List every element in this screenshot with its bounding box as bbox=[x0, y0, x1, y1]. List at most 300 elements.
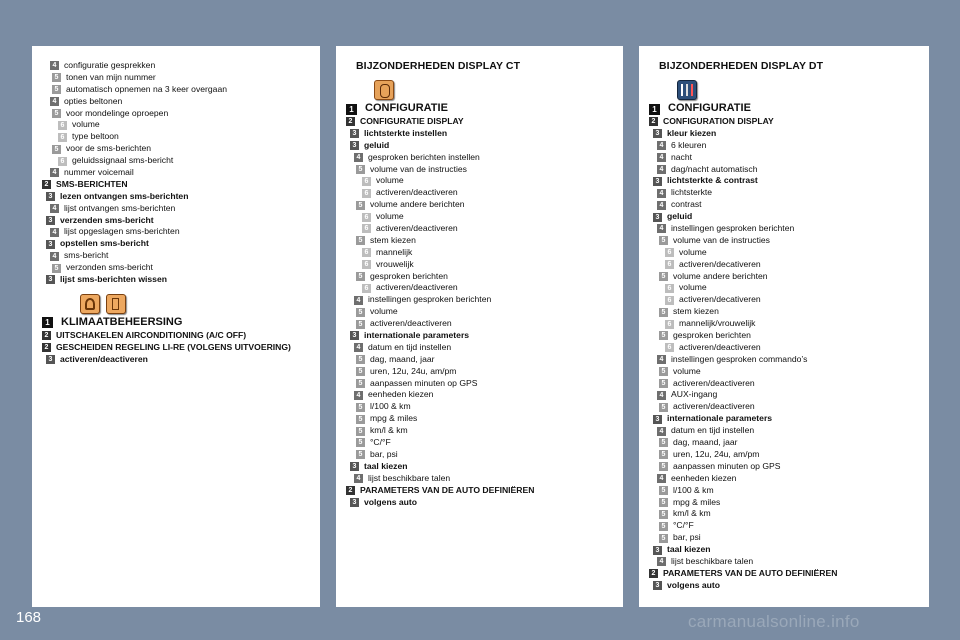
menu-item-level-6 bbox=[346, 187, 617, 199]
menu-item-label: mpg & miles bbox=[673, 496, 721, 507]
level-badge: 4 bbox=[354, 153, 363, 162]
menu-item-level-3 bbox=[346, 461, 617, 473]
menu-item-level-6 bbox=[346, 211, 617, 223]
level-badge: 4 bbox=[657, 201, 666, 210]
level-badge: 4 bbox=[657, 141, 666, 150]
menu-item-level-4 bbox=[42, 226, 314, 238]
menu-item-level-3 bbox=[649, 580, 923, 592]
menu-item-label: eenheden kiezen bbox=[368, 389, 434, 400]
menu-item-label: volume andere berichten bbox=[370, 199, 465, 210]
menu-item-level-3 bbox=[42, 238, 314, 250]
menu-item-label: volgens auto bbox=[667, 579, 721, 590]
level-badge: 5 bbox=[52, 264, 61, 273]
dt-icon-wrap bbox=[677, 80, 923, 100]
level-badge: 3 bbox=[350, 462, 359, 471]
menu-item-label: verzenden sms-bericht bbox=[60, 214, 154, 225]
menu-item-level-3 bbox=[42, 274, 314, 286]
level-badge: 4 bbox=[657, 153, 666, 162]
menu-item-label: datum en tijd instellen bbox=[671, 425, 755, 436]
level-badge: 5 bbox=[356, 320, 365, 329]
level-badge: 6 bbox=[665, 248, 674, 257]
menu-item-label: lichtsterkte & contrast bbox=[667, 175, 758, 186]
menu-item-label: verzonden sms-bericht bbox=[66, 262, 153, 273]
menu-item-label: gesproken berichten bbox=[673, 330, 751, 341]
level-badge: 4 bbox=[657, 557, 666, 566]
menu-item-label: dag/nacht automatisch bbox=[671, 163, 758, 174]
menu-item-label: instellingen gesproken berichten bbox=[671, 223, 795, 234]
menu-item-label: volume bbox=[673, 365, 701, 376]
level-badge: 5 bbox=[356, 450, 365, 459]
level-badge: 5 bbox=[356, 438, 365, 447]
level-badge: 3 bbox=[653, 581, 662, 590]
menu-item-level-5 bbox=[649, 437, 923, 449]
level-badge: 4 bbox=[657, 189, 666, 198]
level-badge: 5 bbox=[659, 462, 668, 471]
level-badge: 4 bbox=[657, 165, 666, 174]
level-badge: 4 bbox=[50, 97, 59, 106]
menu-item-level-4 bbox=[346, 152, 617, 164]
menu-item-label: activeren/deactiveren bbox=[673, 377, 755, 388]
menu-tree-left bbox=[42, 60, 314, 286]
menu-item-label: activeren/decativeren bbox=[679, 294, 761, 305]
menu-item-label: km/l & km bbox=[673, 508, 711, 519]
level-badge: 5 bbox=[659, 486, 668, 495]
menu-item-level-4 bbox=[649, 556, 923, 568]
menu-item-label: km/l & km bbox=[370, 425, 408, 436]
menu-item-label: stem kiezen bbox=[673, 306, 719, 317]
menu-item-label: volume van de instructies bbox=[370, 163, 467, 174]
menu-tree-dt bbox=[649, 102, 923, 592]
menu-item-label: l/100 & km bbox=[673, 484, 714, 495]
menu-item-level-4 bbox=[649, 425, 923, 437]
menu-item-label: volume andere berichten bbox=[673, 270, 768, 281]
level-badge: 3 bbox=[350, 331, 359, 340]
level-badge: 6 bbox=[362, 224, 371, 233]
level-badge: 2 bbox=[346, 117, 355, 126]
menu-item-level-5 bbox=[649, 520, 923, 532]
seat-climate-icon bbox=[106, 294, 126, 314]
menu-item-label: lijst opgeslagen sms-berichten bbox=[64, 226, 180, 237]
menu-item-level-4 bbox=[346, 473, 617, 485]
air-conditioning-icon bbox=[80, 294, 100, 314]
level-badge: 5 bbox=[659, 331, 668, 340]
menu-item-label: internationale parameters bbox=[667, 413, 773, 424]
level-badge: 4 bbox=[354, 474, 363, 483]
menu-item-label: nacht bbox=[671, 151, 693, 162]
menu-item-level-5 bbox=[42, 262, 314, 274]
level-badge: 5 bbox=[356, 415, 365, 424]
menu-item-level-6 bbox=[346, 223, 617, 235]
level-badge: 5 bbox=[659, 308, 668, 317]
menu-item-label: lijst ontvangen sms-berichten bbox=[64, 202, 176, 213]
menu-item-level-4 bbox=[346, 294, 617, 306]
menu-item-level-5 bbox=[346, 437, 617, 449]
menu-item-level-5 bbox=[649, 330, 923, 342]
menu-item-level-3 bbox=[346, 330, 617, 342]
menu-item-level-4 bbox=[42, 60, 314, 72]
menu-item-level-5 bbox=[649, 461, 923, 473]
level-badge: 1 bbox=[346, 104, 357, 115]
menu-item-label: activeren/deactiveren bbox=[60, 353, 148, 364]
menu-item-level-4 bbox=[649, 199, 923, 211]
menu-item-level-6 bbox=[649, 259, 923, 271]
menu-item-label: automatisch opnemen na 3 keer overgaan bbox=[66, 83, 227, 94]
ct-icon-wrap bbox=[374, 80, 617, 100]
menu-item-level-5 bbox=[649, 508, 923, 520]
level-badge: 5 bbox=[659, 498, 668, 507]
level-badge: 4 bbox=[50, 228, 59, 237]
display-ct-icon bbox=[374, 80, 394, 100]
menu-item-level-3 bbox=[649, 175, 923, 187]
level-badge: 5 bbox=[356, 165, 365, 174]
menu-item-level-6 bbox=[649, 294, 923, 306]
menu-item-level-5 bbox=[649, 235, 923, 247]
menu-item-label: volume van de instructies bbox=[673, 234, 770, 245]
menu-item-label: aanpassen minuten op GPS bbox=[370, 377, 478, 388]
menu-item-level-1 bbox=[42, 316, 314, 330]
menu-item-level-6 bbox=[42, 131, 314, 143]
menu-item-level-3 bbox=[42, 354, 314, 366]
menu-item-label: contrast bbox=[671, 199, 702, 210]
level-badge: 5 bbox=[52, 73, 61, 82]
menu-item-level-4 bbox=[346, 389, 617, 401]
menu-item-label: taal kiezen bbox=[364, 460, 408, 471]
menu-item-level-5 bbox=[42, 72, 314, 84]
menu-item-level-6 bbox=[42, 119, 314, 131]
menu-item-label: aanpassen minuten op GPS bbox=[673, 460, 781, 471]
menu-item-label: lezen ontvangen sms-berichten bbox=[60, 190, 189, 201]
menu-item-label: type beltoon bbox=[72, 131, 119, 142]
menu-item-level-4 bbox=[42, 250, 314, 262]
level-badge: 3 bbox=[653, 546, 662, 555]
level-badge: 5 bbox=[52, 85, 61, 94]
menu-item-label: volume bbox=[376, 175, 404, 186]
menu-item-level-5 bbox=[346, 425, 617, 437]
menu-item-level-1 bbox=[346, 102, 617, 116]
menu-item-level-5 bbox=[649, 532, 923, 544]
menu-item-level-6 bbox=[346, 247, 617, 259]
level-badge: 6 bbox=[362, 177, 371, 186]
menu-item-level-2 bbox=[649, 116, 923, 128]
menu-item-level-3 bbox=[42, 191, 314, 203]
menu-item-level-2 bbox=[42, 179, 314, 191]
climate-icons bbox=[80, 294, 314, 314]
menu-item-label: tonen van mijn nummer bbox=[66, 71, 156, 82]
level-badge: 4 bbox=[657, 427, 666, 436]
menu-item-level-4 bbox=[42, 96, 314, 108]
menu-item-label: vrouwelijk bbox=[376, 258, 414, 269]
level-badge: 5 bbox=[356, 236, 365, 245]
level-badge: 5 bbox=[356, 201, 365, 210]
menu-item-level-5 bbox=[649, 306, 923, 318]
left-column bbox=[32, 46, 320, 607]
level-badge: 3 bbox=[46, 192, 55, 201]
level-badge: 5 bbox=[659, 367, 668, 376]
menu-item-level-4 bbox=[649, 152, 923, 164]
menu-item-level-5 bbox=[346, 449, 617, 461]
menu-item-level-6 bbox=[346, 175, 617, 187]
menu-tree-ct bbox=[346, 102, 617, 508]
menu-item-level-5 bbox=[346, 401, 617, 413]
menu-item-label: configuratie gesprekken bbox=[64, 60, 156, 70]
menu-item-label: activeren/deactiveren bbox=[679, 341, 761, 352]
level-badge: 5 bbox=[52, 109, 61, 118]
menu-item-label: CONFIGURATIE bbox=[365, 102, 448, 115]
level-badge: 6 bbox=[665, 343, 674, 352]
display-dt-column bbox=[639, 46, 929, 607]
level-badge: 4 bbox=[354, 391, 363, 400]
level-badge: 4 bbox=[50, 61, 59, 70]
menu-item-level-5 bbox=[649, 497, 923, 509]
menu-item-label: uren, 12u, 24u, am/pm bbox=[370, 365, 457, 376]
menu-item-label: CONFIGURATIE DISPLAY bbox=[360, 116, 464, 126]
menu-item-level-6 bbox=[346, 282, 617, 294]
page-number: 168 bbox=[16, 609, 42, 626]
menu-item-label: sms-bericht bbox=[64, 250, 109, 261]
level-badge: 5 bbox=[52, 145, 61, 154]
section-title-dt: BIJZONDERHEDEN DISPLAY DT bbox=[659, 60, 824, 72]
level-badge: 3 bbox=[653, 129, 662, 138]
menu-item-label: geluidssignaal sms-bericht bbox=[72, 155, 174, 166]
level-badge: 6 bbox=[665, 296, 674, 305]
level-badge: 6 bbox=[665, 320, 674, 329]
level-badge: 4 bbox=[657, 355, 666, 364]
menu-item-label: AUX-ingang bbox=[671, 389, 718, 400]
menu-item-level-5 bbox=[346, 318, 617, 330]
menu-item-level-3 bbox=[649, 413, 923, 425]
menu-item-label: activeren/deactiveren bbox=[376, 282, 458, 293]
menu-item-label: mannelijk bbox=[376, 246, 413, 257]
menu-item-level-5 bbox=[649, 449, 923, 461]
menu-item-label: °C/°F bbox=[370, 437, 391, 448]
menu-item-label: lichtsterkte bbox=[671, 187, 713, 198]
menu-item-label: volume bbox=[679, 246, 707, 257]
menu-item-level-6 bbox=[346, 259, 617, 271]
menu-item-level-6 bbox=[649, 282, 923, 294]
menu-item-level-5 bbox=[649, 378, 923, 390]
watermark: carmanualsonline.info bbox=[688, 612, 860, 631]
level-badge: 5 bbox=[659, 403, 668, 412]
menu-item-level-3 bbox=[346, 140, 617, 152]
menu-item-level-5 bbox=[649, 485, 923, 497]
menu-item-label: geluid bbox=[667, 211, 693, 222]
level-badge: 6 bbox=[362, 260, 371, 269]
level-badge: 5 bbox=[356, 272, 365, 281]
menu-item-label: mpg & miles bbox=[370, 413, 418, 424]
menu-item-level-5 bbox=[346, 164, 617, 176]
menu-item-level-1 bbox=[649, 102, 923, 116]
menu-item-level-4 bbox=[649, 473, 923, 485]
menu-item-level-6 bbox=[649, 247, 923, 259]
menu-item-label: PARAMETERS VAN DE AUTO DEFINIËREN bbox=[663, 567, 838, 578]
menu-item-label: volume bbox=[679, 282, 707, 293]
display-ct-column bbox=[336, 46, 623, 607]
level-badge: 5 bbox=[659, 236, 668, 245]
menu-item-level-2 bbox=[649, 568, 923, 580]
menu-item-level-6 bbox=[42, 155, 314, 167]
level-badge: 6 bbox=[58, 133, 67, 142]
menu-item-label: lijst beschikbare talen bbox=[671, 555, 754, 566]
menu-item-label: volume bbox=[370, 306, 398, 317]
level-badge: 4 bbox=[50, 204, 59, 213]
menu-item-label: dag, maand, jaar bbox=[370, 353, 435, 364]
menu-item-level-3 bbox=[649, 211, 923, 223]
level-badge: 5 bbox=[356, 308, 365, 317]
level-badge: 5 bbox=[659, 510, 668, 519]
menu-item-label: gesproken berichten bbox=[370, 270, 448, 281]
menu-item-label: voor de sms-berichten bbox=[66, 143, 152, 154]
menu-item-label: voor mondelinge oproepen bbox=[66, 107, 169, 118]
level-badge: 5 bbox=[356, 355, 365, 364]
menu-item-label: KLIMAATBEHEERSING bbox=[61, 315, 183, 328]
menu-item-level-2 bbox=[42, 342, 314, 354]
menu-item-label: internationale parameters bbox=[364, 330, 470, 341]
menu-item-label: uren, 12u, 24u, am/pm bbox=[673, 448, 760, 459]
menu-item-label: instellingen gesproken berichten bbox=[368, 294, 492, 305]
level-badge: 6 bbox=[58, 157, 67, 166]
level-badge: 4 bbox=[657, 224, 666, 233]
level-badge: 3 bbox=[350, 498, 359, 507]
menu-item-label: bar, psi bbox=[370, 448, 398, 459]
menu-item-level-4 bbox=[649, 354, 923, 366]
level-badge: 6 bbox=[665, 260, 674, 269]
menu-item-level-4 bbox=[42, 203, 314, 215]
menu-item-level-3 bbox=[346, 497, 617, 509]
level-badge: 3 bbox=[350, 129, 359, 138]
menu-item-label: instellingen gesproken commando’s bbox=[671, 353, 808, 364]
level-badge: 3 bbox=[653, 415, 662, 424]
menu-item-label: activeren/deactiveren bbox=[376, 187, 458, 198]
menu-item-label: activeren/decativeren bbox=[679, 258, 761, 269]
level-badge: 2 bbox=[42, 343, 51, 352]
level-badge: 6 bbox=[362, 213, 371, 222]
menu-item-level-5 bbox=[346, 235, 617, 247]
menu-item-level-5 bbox=[346, 366, 617, 378]
level-badge: 3 bbox=[46, 355, 55, 364]
level-badge: 6 bbox=[362, 248, 371, 257]
menu-item-label: 6 kleuren bbox=[671, 139, 707, 150]
menu-item-level-5 bbox=[649, 366, 923, 378]
level-badge: 1 bbox=[42, 317, 53, 328]
level-badge: 6 bbox=[362, 284, 371, 293]
menu-item-level-4 bbox=[649, 389, 923, 401]
menu-item-label: volgens auto bbox=[364, 496, 418, 507]
menu-item-label: °C/°F bbox=[673, 520, 694, 531]
level-badge: 4 bbox=[657, 474, 666, 483]
level-badge: 2 bbox=[42, 331, 51, 340]
level-badge: 5 bbox=[356, 427, 365, 436]
menu-item-label: opties beltonen bbox=[64, 95, 123, 106]
menu-item-label: volume bbox=[72, 119, 100, 130]
level-badge: 5 bbox=[659, 438, 668, 447]
menu-item-label: eenheden kiezen bbox=[671, 472, 737, 483]
menu-item-level-3 bbox=[346, 128, 617, 140]
menu-item-level-4 bbox=[649, 140, 923, 152]
menu-item-label: lijst beschikbare talen bbox=[368, 472, 451, 483]
menu-item-level-5 bbox=[346, 354, 617, 366]
menu-item-label: taal kiezen bbox=[667, 544, 711, 555]
level-badge: 5 bbox=[356, 367, 365, 376]
menu-item-label: bar, psi bbox=[673, 532, 701, 543]
section-title-ct: BIJZONDERHEDEN DISPLAY CT bbox=[356, 60, 521, 72]
level-badge: 5 bbox=[659, 379, 668, 388]
menu-item-level-4 bbox=[649, 187, 923, 199]
menu-item-level-5 bbox=[346, 306, 617, 318]
level-badge: 5 bbox=[659, 450, 668, 459]
menu-item-label: kleur kiezen bbox=[667, 127, 717, 138]
level-badge: 3 bbox=[653, 213, 662, 222]
level-badge: 2 bbox=[649, 569, 658, 578]
level-badge: 3 bbox=[350, 141, 359, 150]
level-badge: 3 bbox=[46, 275, 55, 284]
level-badge: 2 bbox=[649, 117, 658, 126]
level-badge: 6 bbox=[665, 284, 674, 293]
display-dt-icon bbox=[677, 80, 697, 100]
menu-item-label: l/100 & km bbox=[370, 401, 411, 412]
menu-item-label: gesproken berichten instellen bbox=[368, 151, 480, 162]
level-badge: 3 bbox=[46, 216, 55, 225]
level-badge: 6 bbox=[58, 121, 67, 130]
menu-item-level-5 bbox=[42, 108, 314, 120]
level-badge: 5 bbox=[659, 534, 668, 543]
menu-item-level-5 bbox=[346, 199, 617, 211]
level-badge: 5 bbox=[659, 272, 668, 281]
menu-item-level-3 bbox=[649, 128, 923, 140]
menu-item-label: lichtsterkte instellen bbox=[364, 127, 448, 138]
menu-item-level-5 bbox=[649, 271, 923, 283]
level-badge: 2 bbox=[42, 180, 51, 189]
menu-item-level-5 bbox=[42, 84, 314, 96]
level-badge: 4 bbox=[354, 296, 363, 305]
level-badge: 4 bbox=[657, 391, 666, 400]
menu-item-level-5 bbox=[346, 413, 617, 425]
menu-item-label: CONFIGURATIE bbox=[668, 102, 751, 115]
level-badge: 1 bbox=[649, 104, 660, 115]
menu-item-level-2 bbox=[346, 485, 617, 497]
menu-item-level-5 bbox=[346, 378, 617, 390]
menu-item-label: mannelijk/vrouwelijk bbox=[679, 318, 756, 329]
level-badge: 2 bbox=[346, 486, 355, 495]
menu-item-label: activeren/deactiveren bbox=[673, 401, 755, 412]
level-badge: 5 bbox=[659, 522, 668, 531]
menu-item-label: volume bbox=[376, 211, 404, 222]
menu-item-level-6 bbox=[649, 342, 923, 354]
menu-item-label: CONFIGURATION DISPLAY bbox=[663, 116, 774, 126]
level-badge: 5 bbox=[356, 379, 365, 388]
level-badge: 6 bbox=[362, 189, 371, 198]
level-badge: 3 bbox=[653, 177, 662, 186]
menu-item-label: UITSCHAKELEN AIRCONDITIONING (A/C OFF) bbox=[56, 329, 247, 340]
menu-tree-climate bbox=[42, 316, 314, 366]
menu-item-label: geluid bbox=[364, 139, 390, 150]
menu-item-label: activeren/deactiveren bbox=[376, 223, 458, 234]
menu-item-label: lijst sms-berichten wissen bbox=[60, 274, 167, 285]
level-badge: 3 bbox=[46, 240, 55, 249]
menu-item-level-4 bbox=[649, 223, 923, 235]
menu-item-label: opstellen sms-bericht bbox=[60, 238, 149, 249]
menu-item-level-3 bbox=[42, 215, 314, 227]
menu-item-label: GESCHEIDEN REGELING LI-RE (VOLGENS UITVOERING) bbox=[56, 341, 291, 352]
menu-item-level-4 bbox=[649, 164, 923, 176]
menu-item-label: datum en tijd instellen bbox=[368, 341, 452, 352]
menu-item-level-5 bbox=[649, 401, 923, 413]
level-badge: 4 bbox=[50, 252, 59, 261]
menu-item-level-4 bbox=[346, 342, 617, 354]
menu-item-level-5 bbox=[346, 271, 617, 283]
menu-item-label: activeren/deactiveren bbox=[370, 318, 452, 329]
menu-item-level-5 bbox=[42, 143, 314, 155]
menu-item-level-4 bbox=[42, 167, 314, 179]
